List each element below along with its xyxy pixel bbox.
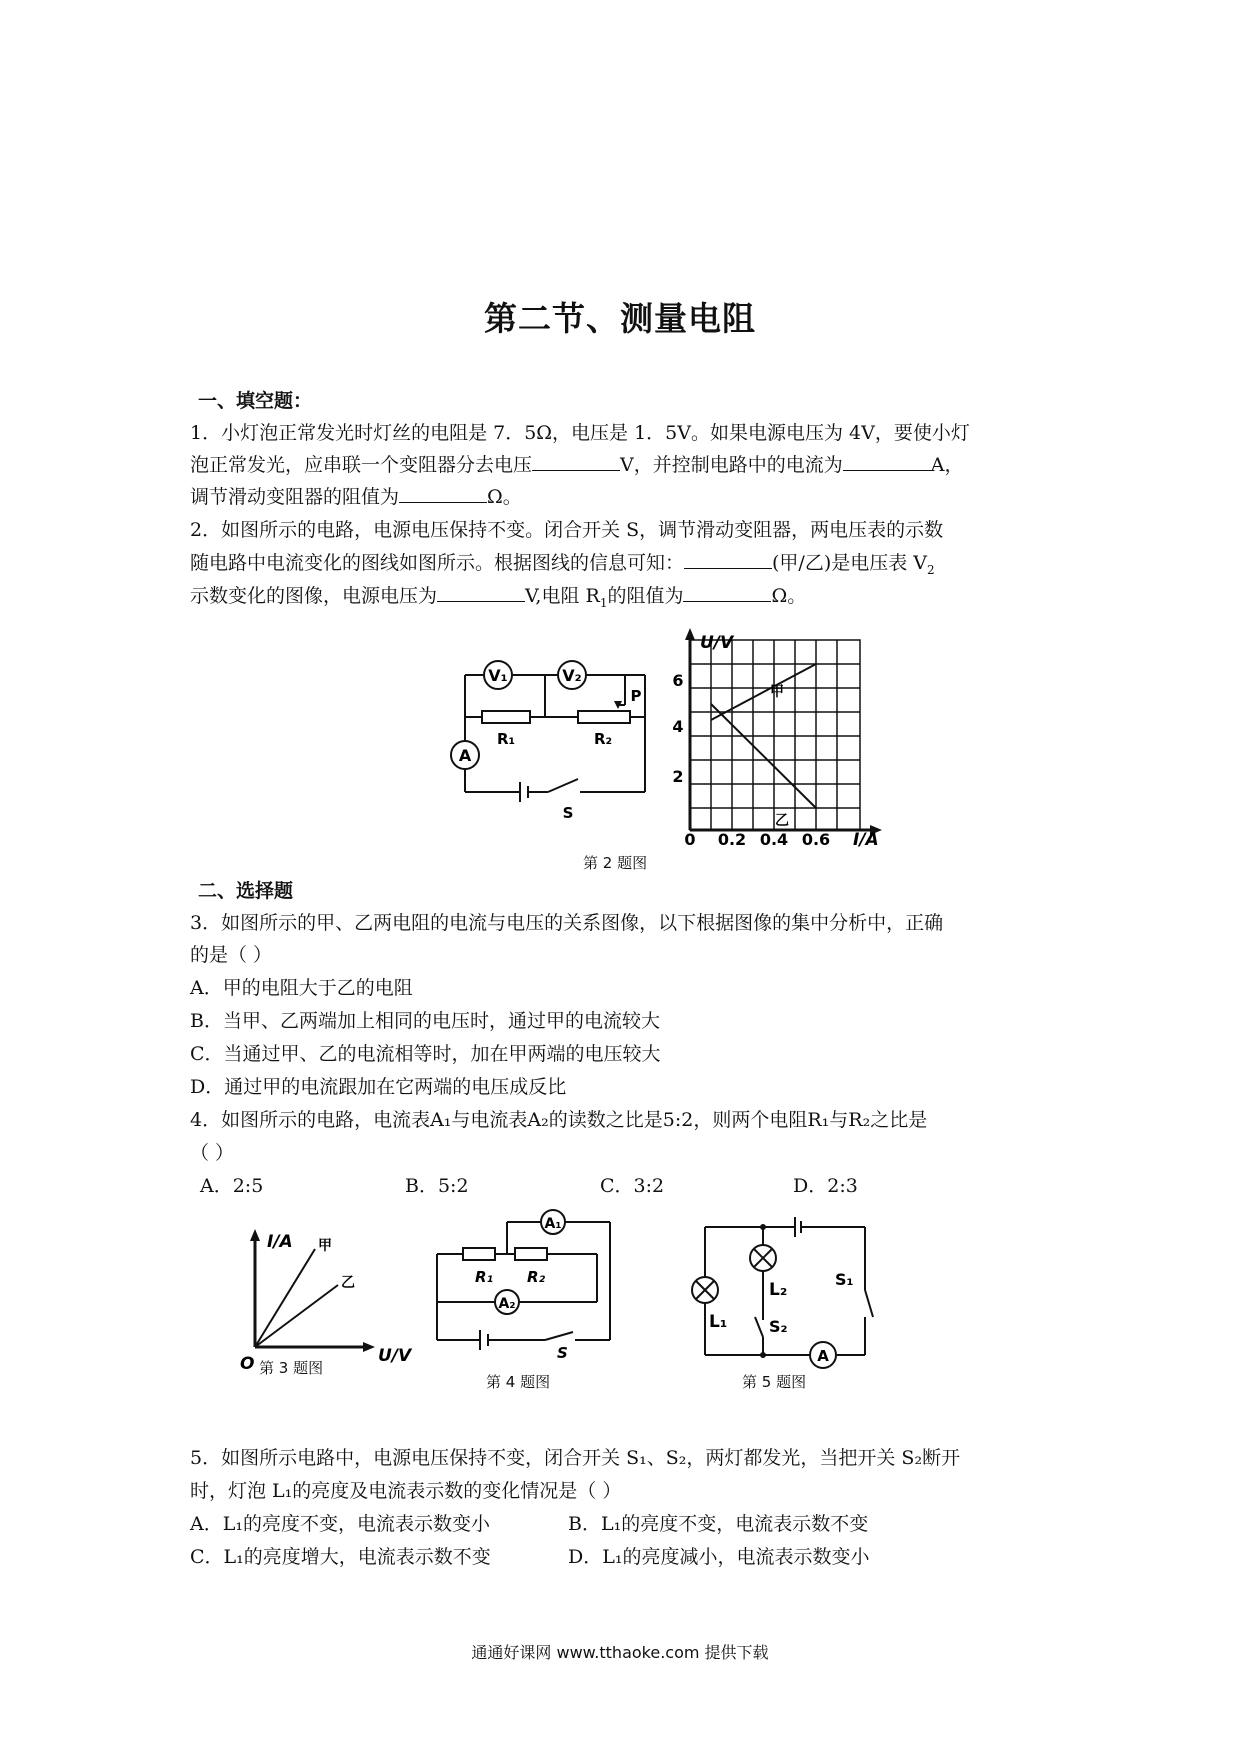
fig4-a1-label: A₁ bbox=[544, 1216, 562, 1232]
q5-option-a[interactable]: A．L₁的亮度不变，电流表示数变小 bbox=[190, 1513, 490, 1535]
fig3-jia-label: 甲 bbox=[318, 1238, 332, 1254]
fig2-v2-label: V₂ bbox=[562, 666, 582, 685]
q2-blank-source-voltage[interactable] bbox=[437, 585, 525, 602]
fig2-r2-symbol bbox=[578, 711, 630, 723]
fig4-s-label: S bbox=[557, 1344, 568, 1362]
fig2-xtick-06: 0.6 bbox=[801, 830, 831, 849]
fig5-a-label: A bbox=[817, 1347, 829, 1365]
fig2-a-label: A bbox=[458, 746, 472, 765]
q2-text-a: 随电路中电流变化的图线如图所示。根据图线的信息可知： bbox=[190, 552, 685, 574]
fig3-line-yi bbox=[255, 1285, 338, 1347]
q1-text-a: 泡正常发光，应串联一个变阻器分去电压 bbox=[190, 454, 533, 476]
fig3-ylabel: I/A bbox=[267, 1232, 293, 1252]
q2-blank-r1[interactable] bbox=[683, 585, 771, 602]
fig3-caption: 第 3 题图 bbox=[259, 1359, 324, 1377]
fig2-ytick-4: 4 bbox=[672, 717, 684, 736]
q5-option-b[interactable]: B．L₁的亮度不变，电流表示数不变 bbox=[568, 1513, 869, 1535]
q2-line-3 bbox=[190, 581, 806, 610]
q3-option-c[interactable]: C．当通过甲、乙的电流相等时，加在甲两端的电压较大 bbox=[190, 1043, 661, 1065]
fig5-s1-label: S₁ bbox=[835, 1270, 854, 1289]
section-fill-blank: 一、填空题： bbox=[198, 390, 313, 412]
q2-text-c: 示数变化的图像，电源电压为 bbox=[190, 585, 438, 607]
q1-blank-voltage[interactable] bbox=[532, 454, 620, 471]
fig2-caption: 第 2 题图 bbox=[583, 854, 648, 872]
q4-line-1: 4．如图所示的电路，电流表A₁与电流表A₂的读数之比是5:2，则两个电阻R₁与R₂之比是 bbox=[190, 1109, 928, 1131]
fig5-circuit bbox=[685, 1205, 890, 1370]
q1-blank-resistance[interactable] bbox=[399, 486, 487, 503]
q5-option-d[interactable]: D．L₁的亮度减小，电流表示数变小 bbox=[568, 1546, 870, 1568]
fig2-jia-label: 甲 bbox=[770, 684, 784, 700]
q2-sub-2: 2 bbox=[927, 562, 935, 577]
q1-line-1: 1．小灯泡正常发光时灯丝的电阻是 7．5Ω，电压是 1．5V。如果电源电压为 4V，要使小灯 bbox=[190, 422, 970, 444]
q2-blank-graph[interactable] bbox=[684, 552, 772, 569]
fig2-r1-label: R₁ bbox=[496, 730, 516, 748]
fig3-graph bbox=[235, 1225, 412, 1375]
q2-line-2 bbox=[190, 548, 935, 577]
fig2-v1-label: V₁ bbox=[488, 666, 508, 685]
fig2-p-label: P bbox=[630, 687, 642, 705]
fig2-r2-label: R₂ bbox=[593, 730, 613, 748]
fig2-s-label: S bbox=[562, 804, 574, 822]
q5-line-1: 5．如图所示电路中，电源电压保持不变，闭合开关 S₁、S₂，两灯都发光，当把开关 S₂断开 bbox=[190, 1447, 961, 1469]
fig5-lamp-l1 bbox=[692, 1277, 718, 1303]
fig2-yi-label: 乙 bbox=[775, 813, 789, 829]
q1-text-e: Ω。 bbox=[487, 486, 522, 508]
fig2-r1-symbol bbox=[482, 711, 530, 723]
q2-sub-1: 1 bbox=[599, 595, 608, 610]
q2-text-e: 的阻值为 bbox=[607, 585, 684, 607]
fig2-xtick-0: 0 bbox=[684, 830, 696, 849]
fig5-l2-label: L₂ bbox=[769, 1280, 788, 1300]
q3-option-a[interactable]: A．甲的电阻大于乙的电阻 bbox=[190, 977, 413, 999]
q2-text-f: Ω。 bbox=[771, 585, 807, 607]
fig2-circuit bbox=[460, 655, 660, 835]
q4-option-a[interactable]: A．2:5 bbox=[200, 1175, 264, 1197]
fig3-origin: O bbox=[240, 1354, 255, 1374]
fig5-lamp-l2 bbox=[750, 1245, 776, 1271]
fig2-ylabel: U/V bbox=[700, 633, 734, 653]
page-title: 第二节、测量电阻 bbox=[484, 299, 756, 338]
fig2-line-yi bbox=[711, 704, 816, 808]
fig2-xlabel: I/A bbox=[853, 830, 879, 850]
fig4-r2-label: R₂ bbox=[527, 1268, 546, 1286]
fig5-caption: 第 5 题图 bbox=[742, 1373, 807, 1391]
q5-option-c[interactable]: C．L₁的亮度增大，电流表示数不变 bbox=[190, 1546, 491, 1568]
q4-line-2: （ ） bbox=[190, 1142, 235, 1164]
fig2-grid bbox=[690, 640, 860, 830]
q4-option-c[interactable]: C．3:2 bbox=[600, 1175, 665, 1197]
q1-text-d: 调节滑动变阻器的阻值为 bbox=[190, 486, 400, 508]
q3-line-1: 3．如图所示的甲、乙两电阻的电流与电压的关系图像，以下根据图像的集中分析中，正确 bbox=[190, 912, 944, 934]
fig4-caption: 第 4 题图 bbox=[486, 1373, 551, 1391]
fig2-graph bbox=[670, 628, 890, 850]
fig3-line-jia bbox=[255, 1249, 315, 1347]
q1-text-b: V，并控制电路中的电流为 bbox=[620, 454, 843, 476]
fig5-l1-label: L₁ bbox=[709, 1312, 728, 1332]
fig3-xlabel: U/V bbox=[378, 1346, 412, 1366]
q4-option-d[interactable]: D．2:3 bbox=[793, 1175, 858, 1197]
q2-line-1: 2．如图所示的电路，电源电压保持不变。闭合开关 S，调节滑动变阻器，两电压表的示数 bbox=[190, 519, 944, 541]
fig4-circuit bbox=[425, 1210, 625, 1360]
q2-text-b: (甲/乙)是电压表 V bbox=[772, 552, 928, 574]
q3-option-d[interactable]: D．通过甲的电流跟加在它两端的电压成反比 bbox=[190, 1076, 567, 1098]
q2-text-d: V,电阻 R bbox=[525, 585, 600, 607]
q3-option-b[interactable]: B．当甲、乙两端加上相同的电压时，通过甲的电流较大 bbox=[190, 1010, 660, 1032]
fig5-s2-label: S₂ bbox=[769, 1317, 788, 1336]
q1-line-2 bbox=[190, 450, 963, 477]
fig3-yi-label: 乙 bbox=[341, 1275, 355, 1291]
q1-blank-current[interactable] bbox=[843, 454, 931, 471]
footer-text: 通通好课网 www.tthaoke.com 提供下载 bbox=[471, 1643, 769, 1662]
fig4-r1-label: R₁ bbox=[475, 1268, 494, 1286]
q5-line-2: 时，灯泡 L₁的亮度及电流表示数的变化情况是（ ） bbox=[190, 1480, 622, 1502]
fig4-a2-label: A₂ bbox=[498, 1296, 516, 1312]
q4-option-b[interactable]: B．5:2 bbox=[405, 1175, 469, 1197]
fig2-ytick-2: 2 bbox=[672, 767, 684, 786]
q3-line-2: 的是（ ） bbox=[190, 944, 273, 966]
fig2-xtick-02: 0.2 bbox=[717, 830, 747, 849]
q1-text-c: A， bbox=[930, 454, 964, 476]
q1-line-3 bbox=[190, 482, 522, 509]
fig2-ytick-6: 6 bbox=[672, 671, 684, 690]
fig2-xtick-04: 0.4 bbox=[759, 830, 789, 849]
section-multiple-choice: 二、选择题 bbox=[198, 880, 294, 902]
